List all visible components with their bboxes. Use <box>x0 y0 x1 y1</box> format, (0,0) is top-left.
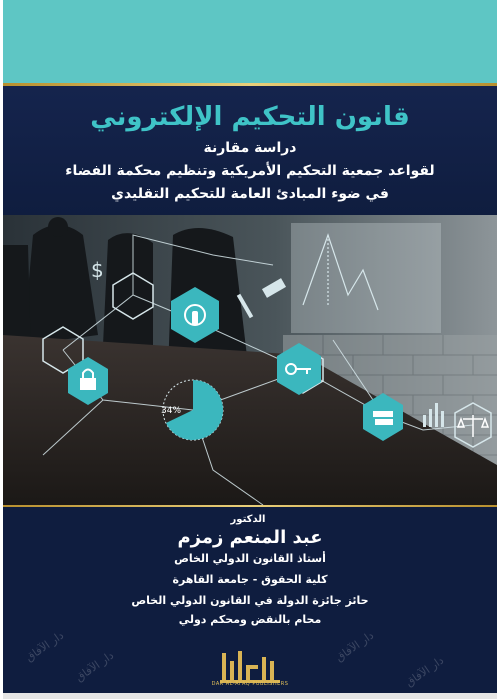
watermark: دار الآفاق <box>23 628 67 665</box>
cover-illustration <box>3 215 497 507</box>
subtitle-principles: في ضوء المبادئ العامة للتحكيم التقليدي <box>111 186 389 202</box>
author-award: حائز جائزة الدولة في القانون الدولي الخاص <box>131 594 369 607</box>
svg-text:34%: 34% <box>161 406 182 416</box>
top-teal-band <box>3 0 497 83</box>
watermark: دار الآفاق <box>333 628 377 665</box>
watermark: دار الآفاق <box>73 648 117 685</box>
book-title: قانون التحكيم الإلكتروني <box>90 102 410 132</box>
author-profession: محام بالنقض ومحكم دولي <box>178 613 322 626</box>
author-affiliation: كلية الحقوق - جامعة القاهرة <box>172 573 328 586</box>
author-position: أستاذ القانون الدولي الخاص <box>174 552 326 565</box>
page-bottom-edge <box>3 693 497 699</box>
subtitle-rules: لقواعد جمعية التحكيم الأمريكية وتنظيم محكمة الفضاء <box>65 163 435 179</box>
dollar-icon: $ <box>91 258 104 282</box>
author-name: عبد المنعم زمزم <box>177 527 323 548</box>
watermark: دار الآفاق <box>403 653 447 690</box>
book-cover <box>3 0 497 693</box>
author-title-prefix: الدكتور <box>230 514 266 525</box>
publisher-name: DAR AL-AFAQ PUBLISHERS <box>211 681 289 687</box>
subtitle-study: دراسة مقارنة <box>203 140 297 156</box>
